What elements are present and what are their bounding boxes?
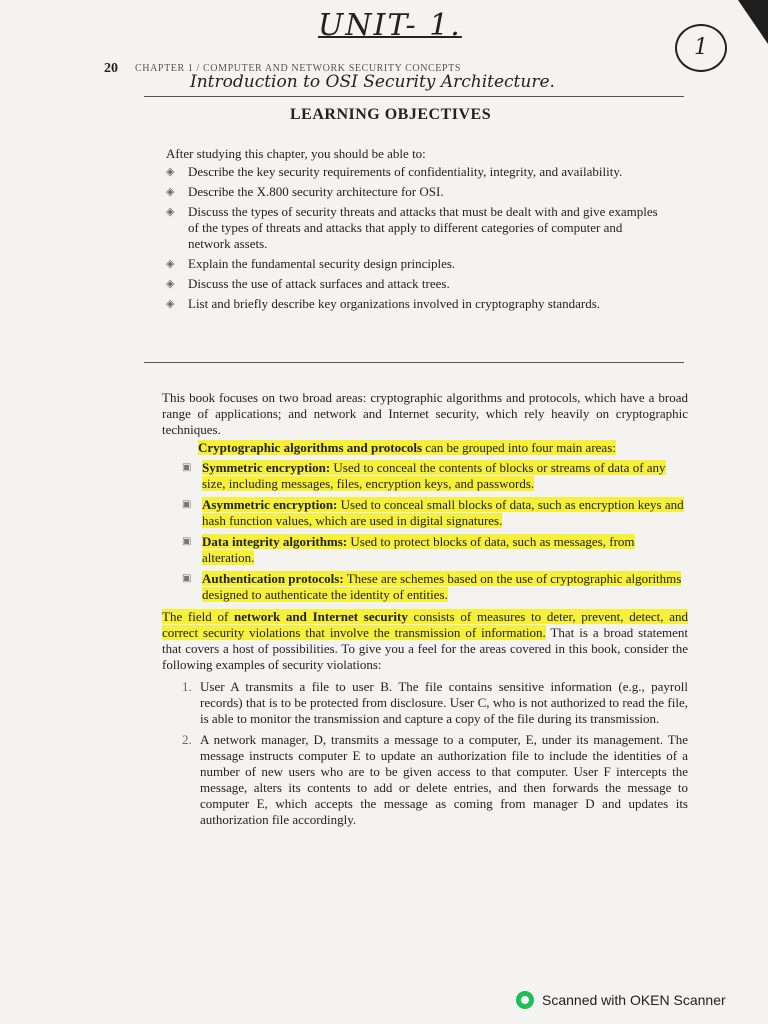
header-rule — [144, 96, 684, 97]
page-number: 20 — [104, 61, 118, 76]
handwritten-section-title: Introduction to OSI Security Architecture. — [190, 72, 555, 92]
list-item: ◈ Discuss the types of security threats and attacks that must be dealt with and give examples of the types of threats and attacks that apply to different categories of computer and network assets. — [166, 204, 658, 251]
scanner-logo-icon — [516, 991, 534, 1009]
list-item — [162, 571, 688, 603]
list-item — [162, 534, 688, 566]
list-item — [162, 497, 688, 529]
handwritten-unit-title: UNIT- 1. — [318, 8, 462, 43]
list-item — [162, 460, 688, 492]
list-item: ◈ List and briefly describe key organizations involved in cryptography standards. — [166, 296, 601, 311]
square-bullet-icon: ▣ — [182, 536, 192, 547]
handwritten-circled-number: 1 — [675, 24, 727, 72]
square-bullet-icon: ▣ — [182, 462, 192, 473]
crypto-areas-list — [162, 460, 688, 603]
scanner-text: Scanned with OKEN Scanner — [542, 992, 726, 1008]
highlight: Symmetric encryption: Used to conceal the contents of blocks or streams of data of any size, including messages, files, encryption keys, and passwords. — [202, 460, 666, 491]
list-item: 1. User A transmits a file to user B. The file contains sensitive information (e.g., payroll records) that is to be protected from disclosure. User C, who is not authorized to read the file, is able to monitor the transmission and capture a copy of the file during its transmission. — [182, 679, 688, 726]
network-security-paragraph: The field of network and Internet security consists of measures to deter, prevent, detect, and correct security violations that involve the transmission of information. That is a broad statement that covers a host of possibilities. To give you a feel for the areas covered in this book, consider the following examples of security violations: — [162, 609, 688, 672]
diamond-bullet-icon: ◈ — [166, 258, 175, 270]
examples-list — [162, 679, 688, 828]
highlight: Authentication protocols: These are schemes based on the use of cryptographic algorithms designed to authenticate the identity of entities. — [202, 571, 682, 602]
section-rule — [144, 362, 684, 363]
highlight: Data integrity algorithms: Used to protect blocks of data, such as messages, from alteration. — [202, 534, 635, 565]
crypto-areas-lead — [198, 440, 688, 456]
list-item: ◈ Explain the fundamental security design principles. — [166, 256, 456, 271]
highlight: Cryptographic algorithms and protocols can be grouped into four main areas: — [198, 440, 616, 455]
list-item: ◈ Discuss the use of attack surfaces and attack trees. — [166, 276, 450, 291]
square-bullet-icon: ▣ — [182, 573, 192, 584]
highlight: The field of network and Internet security consists of measures to deter, prevent, detect, and correct security violations that involve the transmission of information. — [162, 609, 688, 640]
diamond-bullet-icon: ◈ — [166, 186, 175, 198]
diamond-bullet-icon: ◈ — [166, 206, 175, 218]
highlight: Asymmetric encryption: Used to conceal small blocks of data, such as encryption keys and hash function values, which are used in digital signatures. — [202, 497, 684, 528]
diamond-bullet-icon: ◈ — [166, 278, 175, 290]
running-head: CHAPTER 1 / COMPUTER AND NETWORK SECURITY CONCEPTS — [135, 63, 462, 74]
diamond-bullet-icon: ◈ — [166, 166, 175, 178]
diamond-bullet-icon: ◈ — [166, 298, 175, 310]
learning-objectives-title: LEARNING OBJECTIVES — [290, 106, 492, 123]
intro-paragraph: This book focuses on two broad areas: cryptographic algorithms and protocols, which have a broad range of applications; and network and Internet security, which rely heavily on cryptographic techniques. — [162, 390, 688, 437]
list-item: ◈ Describe the key security requirements of confidentiality, integrity, and availability. — [166, 164, 623, 179]
page-corner-shadow — [738, 0, 768, 44]
objectives-list — [166, 164, 666, 316]
square-bullet-icon: ▣ — [182, 499, 192, 510]
list-item: 2. A network manager, D, transmits a message to a computer, E, under its management. The message instructs computer E to update an authorization file to include the identities of a number of new users who are to be given access to that computer. User F intercepts the message, alters its contents to add or delete entries, and then forwards the message to computer E, which accepts the message as coming from manager D and updates its authorization file accordingly. — [182, 732, 688, 827]
list-item: ◈ Describe the X.800 security architecture for OSI. — [166, 184, 444, 199]
body-text — [162, 390, 688, 833]
scanner-watermark — [516, 991, 726, 1009]
learning-objectives-intro: After studying this chapter, you should be able to: — [166, 146, 426, 161]
